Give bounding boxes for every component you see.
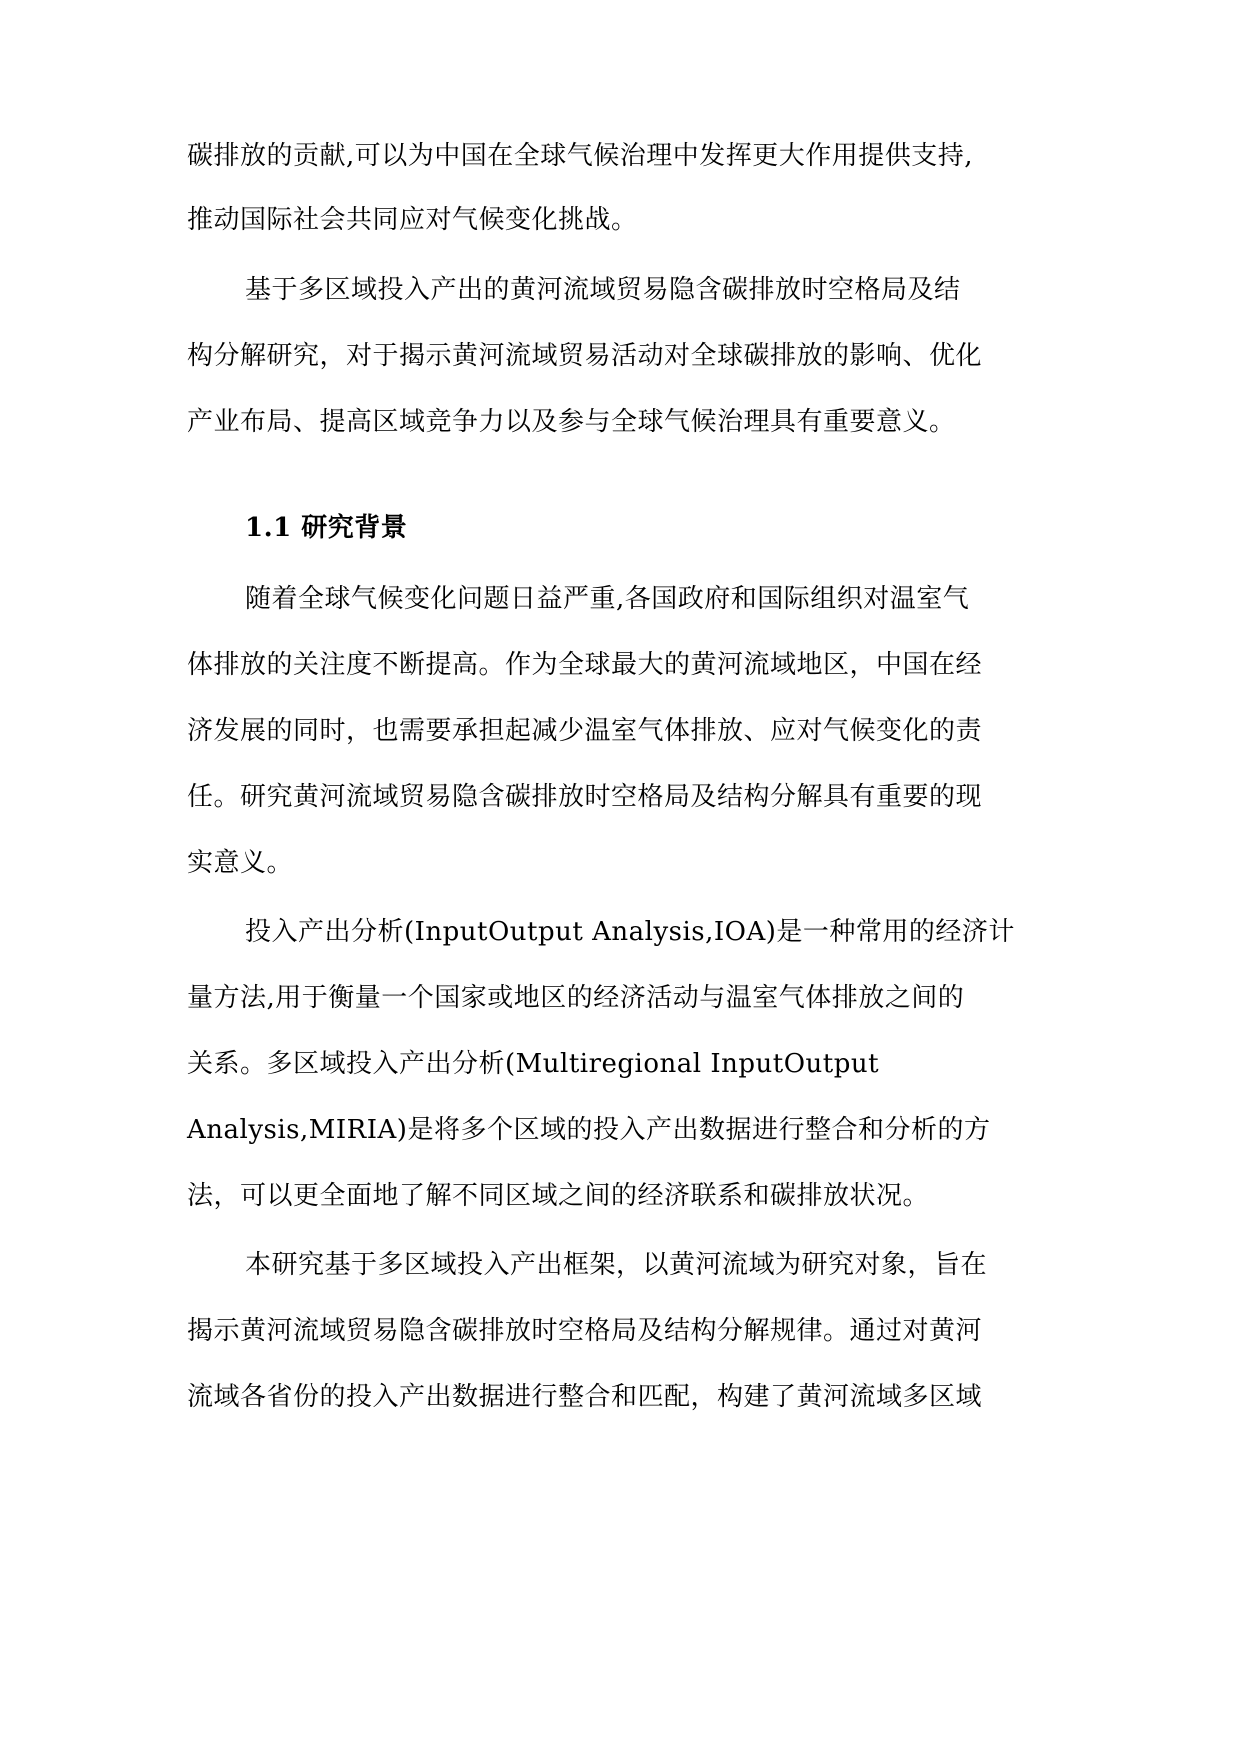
paragraph-2-line-1: 基于多区域投入产出的黄河流域贸易隐含碳排放时空格局及结 xyxy=(245,275,961,305)
paragraph-3-line-5: 实意义。 xyxy=(187,848,294,878)
paragraph-5-line-2: 揭示黄河流域贸易隐含碳排放时空格局及结构分解规律。通过对黄河 xyxy=(187,1316,983,1346)
paragraph-4-line-2: 量方法,用于衡量一个国家或地区的经济活动与温室气体排放之间的 xyxy=(187,983,965,1013)
paragraph-1-line-1: 碳排放的贡献,可以为中国在全球气候治理中发挥更大作用提供支持, xyxy=(187,141,974,171)
paragraph-1-line-2: 推动国际社会共同应对气候变化挑战。 xyxy=(187,205,638,235)
paragraph-4-line-4: Analysis,MIRIA)是将多个区域的投入产出数据进行整合和分析的方 xyxy=(187,1115,991,1145)
paragraph-4-line-3: 关系。多区域投入产出分析(Multiregional InputOutput xyxy=(187,1049,880,1079)
paragraph-3-line-1: 随着全球气候变化问题日益严重,各国政府和国际组织对温室气 xyxy=(245,584,970,614)
paragraph-5-line-1: 本研究基于多区域投入产出框架，以黄河流域为研究对象，旨在 xyxy=(245,1250,988,1280)
paragraph-3-line-2: 体排放的关注度不断提高。作为全球最大的黄河流域地区，中国在经 xyxy=(187,650,983,680)
paragraph-2-line-3: 产业布局、提高区域竞争力以及参与全球气候治理具有重要意义。 xyxy=(187,407,956,437)
paragraph-2-line-2: 构分解研究，对于揭示黄河流域贸易活动对全球碳排放的影响、优化 xyxy=(187,341,983,371)
paragraph-4-line-1: 投入产出分析(InputOutput Analysis,IOA)是一种常用的经济计 xyxy=(245,917,1015,947)
paragraph-4-line-5: 法，可以更全面地了解不同区域之间的经济联系和碳排放状况。 xyxy=(187,1181,930,1211)
paragraph-3-line-4: 任。研究黄河流域贸易隐含碳排放时空格局及结构分解具有重要的现 xyxy=(187,782,983,812)
paragraph-5-line-3: 流域各省份的投入产出数据进行整合和匹配，构建了黄河流域多区域 xyxy=(187,1382,983,1412)
paragraph-3-line-3: 济发展的同时，也需要承担起减少温室气体排放、应对气候变化的责 xyxy=(187,716,983,746)
section-heading: 1.1 研究背景 xyxy=(245,513,408,543)
